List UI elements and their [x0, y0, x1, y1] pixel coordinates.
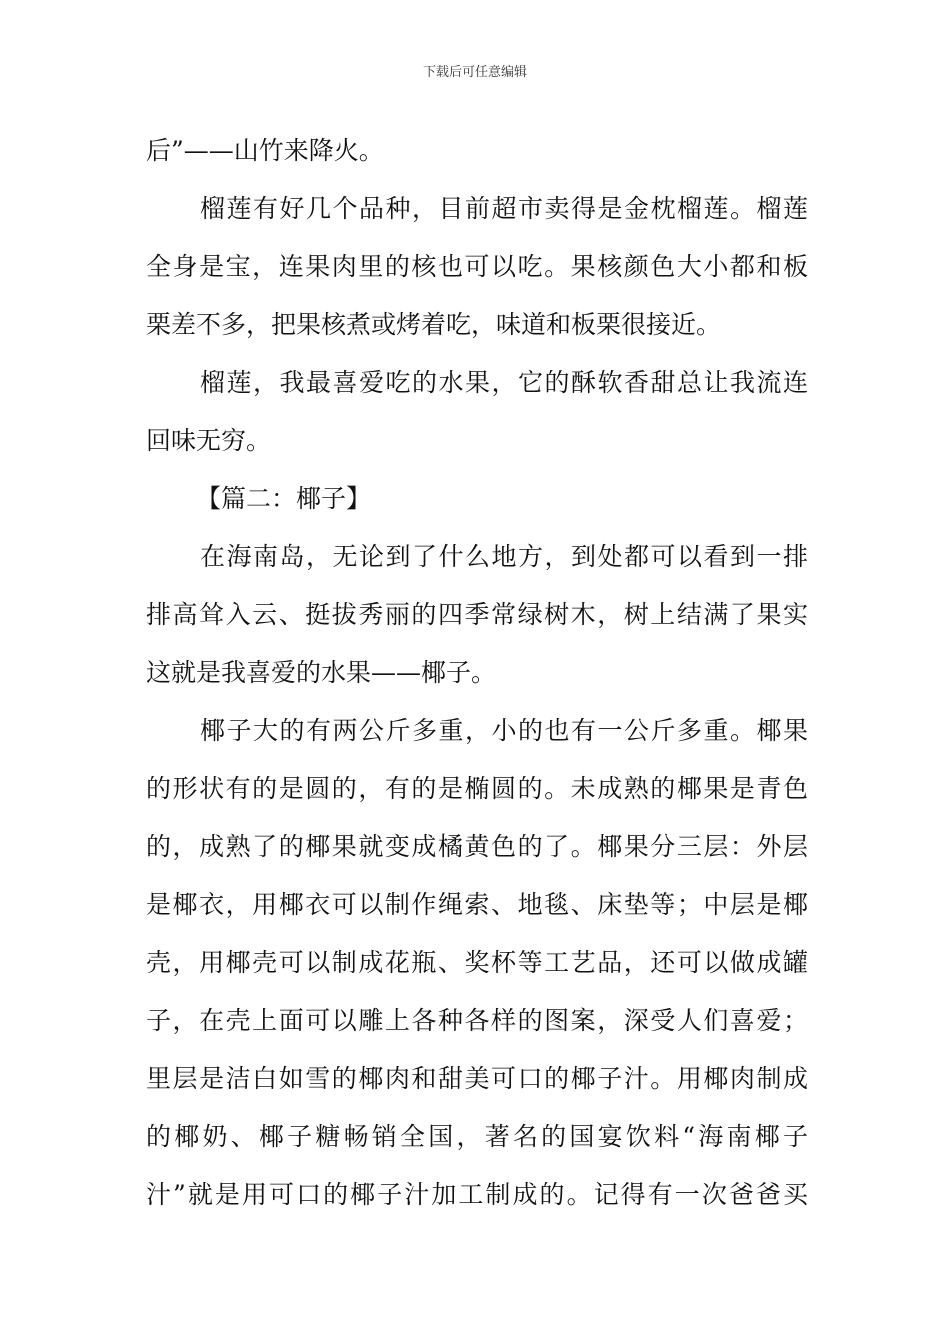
text-line: 里层是洁白如雪的椰肉和甜美可口的椰子汁。用椰肉制成: [146, 1064, 808, 1093]
text-line: 栗差不多，把果核煮或烤着吃，味道和板栗很接近。: [146, 310, 722, 339]
text-line: 的椰奶、椰子糖畅销全国，著名的国宴饮料“海南椰子: [146, 1122, 808, 1151]
text-line: 是椰衣，用椰衣可以制作绳索、地毯、床垫等；中层是椰: [146, 890, 808, 919]
text-line: 排高耸入云、挺拔秀丽的四季常绿树木，树上结满了果实: [146, 600, 808, 629]
section-heading: 【篇二：椰子】: [196, 484, 372, 513]
text-line: 榴莲有好几个品种，目前超市卖得是金枕榴莲。榴莲: [200, 194, 808, 223]
text-line: 全身是宝，连果肉里的核也可以吃。果核颜色大小都和板: [146, 252, 808, 281]
text-line: 壳，用椰壳可以制成花瓶、奖杯等工艺品，还可以做成罐: [146, 948, 808, 977]
document-body: [146, 122, 808, 1224]
text-line: 椰子大的有两公斤多重，小的也有一公斤多重。椰果: [200, 716, 808, 745]
text-line: 回味无穷。: [146, 426, 272, 455]
text-line: 榴莲，我最喜爱吃的水果，它的酥软香甜总让我流连: [200, 368, 808, 397]
page-header: 下载后可任意编辑: [422, 65, 527, 80]
text-line: 子，在壳上面可以雕上各种各样的图案，深受人们喜爱；: [146, 1006, 808, 1035]
text-line: 的，成熟了的椰果就变成橘黄色的了。椰果分三层：外层: [146, 832, 808, 861]
text-line: 在海南岛，无论到了什么地方，到处都可以看到一排: [200, 542, 808, 571]
text-line: 这就是我喜爱的水果——椰子。: [146, 658, 497, 687]
text-line: 后”——山竹来降火。: [146, 136, 384, 165]
text-line: 的形状有的是圆的，有的是椭圆的。未成熟的椰果是青色: [146, 774, 808, 803]
text-line: 汁”就是用可口的椰子汁加工制成的。记得有一次爸爸买: [146, 1180, 808, 1209]
